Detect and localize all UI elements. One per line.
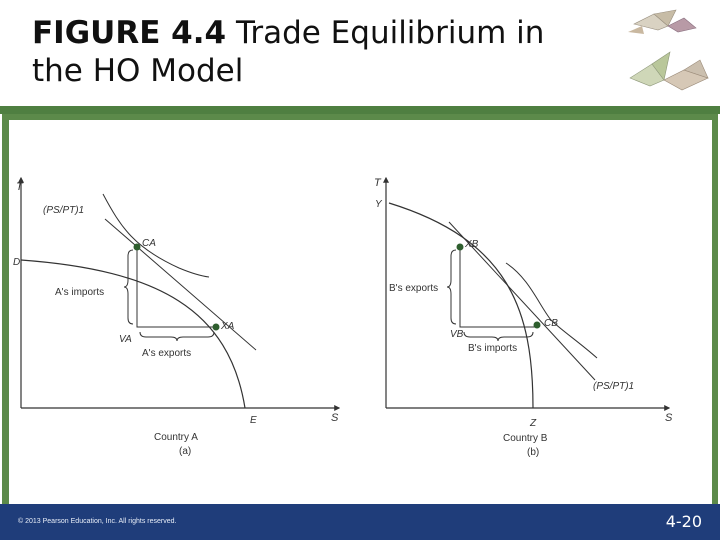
- graph-a-imports-label: A's imports: [55, 287, 105, 298]
- graph-b-imports-brace: [464, 332, 533, 341]
- graph-b-point-xb: [457, 244, 464, 251]
- graph-a-point-xa: [213, 324, 220, 331]
- graph-b-panel-label: (b): [527, 447, 540, 458]
- graph-b-cb-label: CB: [544, 318, 558, 329]
- graph-a-trade-triangle: [137, 247, 216, 327]
- title-divider: [0, 106, 720, 114]
- graph-a-ca-label: CA: [142, 238, 156, 249]
- slide-title: [32, 14, 544, 90]
- graph-a-indifference-curve: [103, 194, 209, 277]
- graph-b: [374, 177, 673, 458]
- graph-b-price-label: (PS/PT)1: [593, 381, 635, 392]
- graph-b-z-label: Z: [530, 418, 537, 429]
- graph-b-country-label: Country B: [503, 433, 548, 444]
- graph-a: [13, 178, 339, 457]
- graph-a-t-label: T: [16, 181, 23, 193]
- graph-a-va-label: VA: [119, 334, 132, 345]
- graph-b-t-label: T: [374, 177, 381, 189]
- graph-a-xa-label: XA: [221, 321, 235, 332]
- crane-icon-bottom: [630, 52, 708, 90]
- figure-caption: Trade Equilibrium in the HO Model: [32, 15, 545, 89]
- graph-b-exports-brace: [447, 250, 456, 324]
- graph-b-trade-triangle: [460, 247, 537, 327]
- graph-b-y-label: Y: [375, 199, 382, 210]
- paper-cranes-logo: [624, 4, 712, 102]
- figure-number: FIGURE 4.4: [32, 15, 227, 51]
- ho-model-diagrams: [9, 120, 712, 504]
- figure-panel: [9, 120, 712, 504]
- graph-a-panel-label: (a): [179, 446, 192, 457]
- graph-b-xb-label: XB: [465, 239, 479, 250]
- graph-a-imports-brace: [124, 250, 133, 324]
- graph-a-d-label: D: [13, 257, 21, 268]
- graph-a-point-ca: [134, 244, 141, 251]
- graph-b-s-label: S: [665, 412, 673, 424]
- slide-footer: [0, 504, 720, 540]
- graph-a-e-label: E: [250, 415, 257, 426]
- graph-b-imports-label: B's imports: [468, 343, 518, 354]
- graph-a-exports-brace: [140, 332, 214, 341]
- graph-a-country-label: Country A: [154, 432, 198, 443]
- graph-b-point-cb: [534, 322, 541, 329]
- graph-b-ppf-curve: [389, 203, 533, 408]
- graph-a-s-label: S: [331, 412, 339, 424]
- graph-b-vb-label: VB: [450, 329, 464, 340]
- page-number: 4-20: [665, 512, 702, 531]
- graph-a-exports-label: A's exports: [142, 348, 192, 359]
- graph-a-price-label: (PS/PT)1: [43, 205, 85, 216]
- graph-a-ppf-curve: [21, 260, 245, 408]
- crane-icon-top: [628, 10, 696, 34]
- graph-b-exports-label: B's exports: [389, 283, 439, 294]
- copyright-text: © 2013 Pearson Education, Inc. All rights reserved.: [18, 518, 177, 525]
